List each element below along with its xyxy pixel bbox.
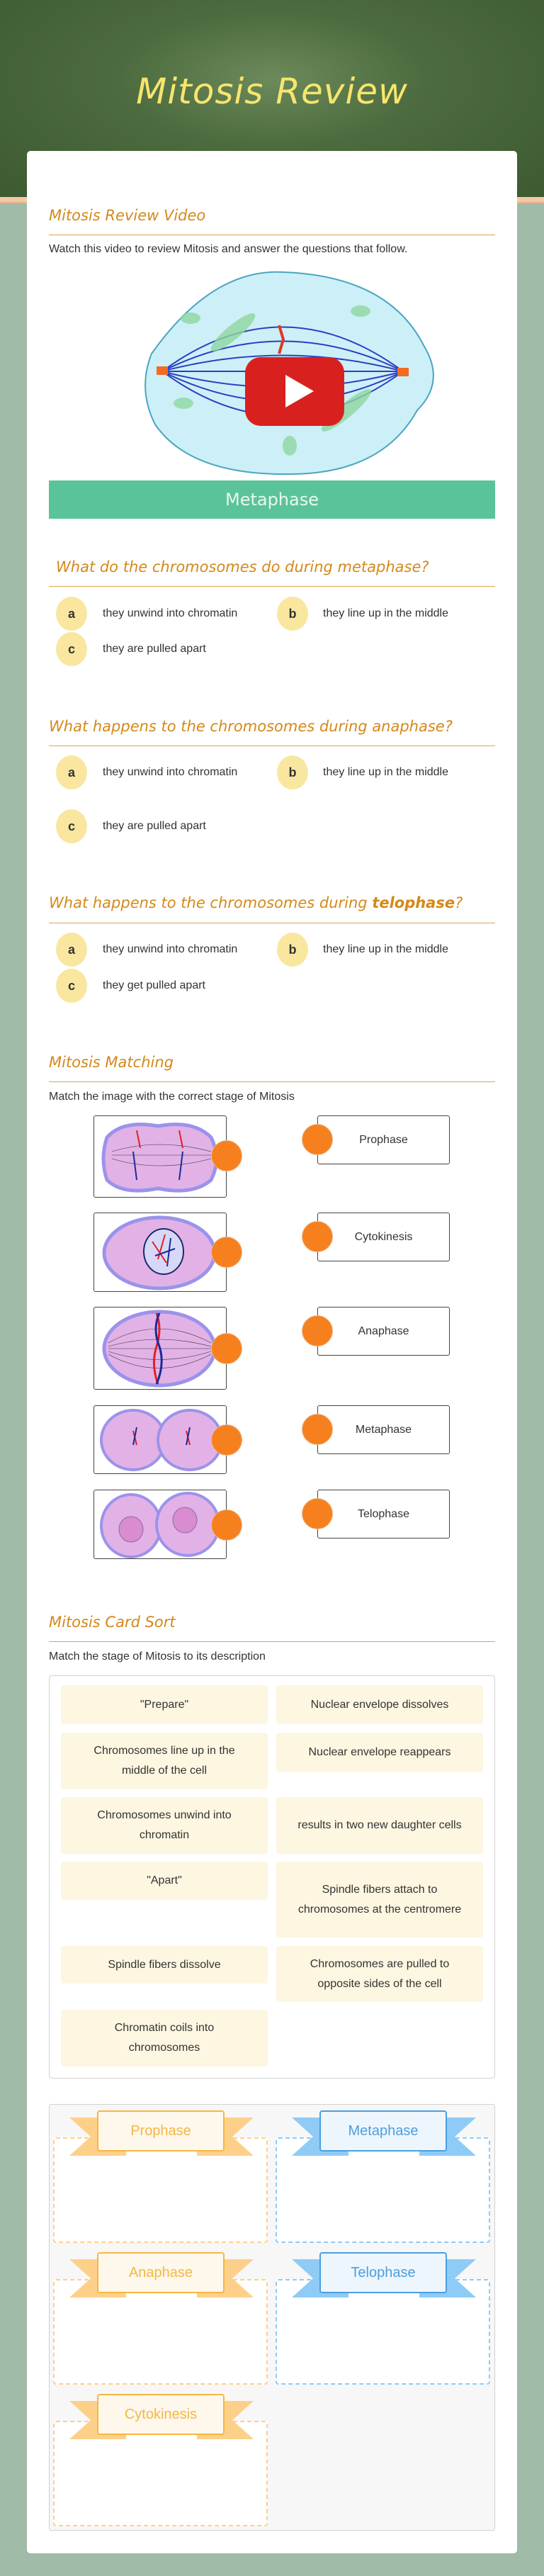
category-ribbon	[292, 2110, 476, 2156]
category-ribbon	[69, 2252, 254, 2297]
q2-option-a-button[interactable]: a	[56, 755, 87, 789]
q3-option-b-button[interactable]: b	[277, 933, 308, 967]
match-connector-dot-left[interactable]	[211, 1333, 242, 1364]
q2-option-b-text[interactable]: they line up in the middle	[323, 766, 448, 778]
q3-option-c-text[interactable]: they get pulled apart	[103, 979, 205, 991]
question-1-title: What do the chromosomes do during metaphase?	[56, 558, 429, 575]
video-caption-bar: Metaphase	[49, 480, 495, 519]
sort-card[interactable]: Spindle fibers attach to chromosomes at the centromere	[276, 1862, 483, 1937]
category-label: Cytokinesis	[97, 2394, 225, 2435]
video-player[interactable]	[49, 269, 495, 519]
sort-card[interactable]: Chromatin coils into chromosomes	[61, 2010, 268, 2066]
match-connector-dot-left[interactable]	[211, 1237, 242, 1268]
q3-option-b-text[interactable]: they line up in the middle	[323, 943, 448, 955]
title-text: ?	[455, 894, 463, 911]
match-connector-dot-right[interactable]	[302, 1414, 333, 1445]
q1-option-b-text[interactable]: they line up in the middle	[323, 607, 448, 619]
q3-option-a-text[interactable]: they unwind into chromatin	[103, 943, 238, 955]
sort-card[interactable]: Nuclear envelope dissolves	[276, 1685, 483, 1724]
q3-option-a-button[interactable]: a	[56, 933, 87, 967]
page-title: Mitosis Review	[136, 71, 408, 112]
q1-option-b-button[interactable]: b	[277, 597, 308, 631]
match-stage-metaphase[interactable]: Metaphase	[317, 1405, 450, 1454]
match-image-prophase-cell[interactable]	[94, 1213, 227, 1292]
question-3-title	[49, 894, 463, 911]
match-image-telophase-cell[interactable]	[94, 1405, 227, 1474]
match-stage-prophase[interactable]: Prophase	[317, 1115, 450, 1164]
match-connector-dot-right[interactable]	[302, 1221, 333, 1252]
sort-card[interactable]: "Apart"	[61, 1862, 268, 1900]
q3-option-c-button[interactable]: c	[56, 969, 87, 1003]
section-title-card-sort: Mitosis Card Sort	[49, 1614, 176, 1631]
match-connector-dot-left[interactable]	[211, 1509, 242, 1541]
match-connector-dot-left[interactable]	[211, 1140, 242, 1171]
match-stage-telophase[interactable]: Telophase	[317, 1490, 450, 1539]
match-connector-dot-right[interactable]	[302, 1315, 333, 1346]
category-label: Anaphase	[97, 2252, 225, 2293]
match-image-metaphase-cell[interactable]	[94, 1307, 227, 1390]
section-title-matching: Mitosis Matching	[49, 1054, 174, 1071]
match-connector-dot-left[interactable]	[211, 1424, 242, 1456]
card-sort-instructions: Match the stage of Mitosis to its description	[49, 1650, 266, 1663]
video-instructions: Watch this video to review Mitosis and answer the questions that follow.	[49, 243, 408, 255]
match-connector-dot-right[interactable]	[302, 1498, 333, 1529]
sort-card[interactable]: results in two new daughter cells	[276, 1797, 483, 1854]
section-title-video: Mitosis Review Video	[49, 207, 206, 224]
match-connector-dot-right[interactable]	[302, 1124, 333, 1155]
sort-card[interactable]: Chromosomes are pulled to opposite sides of the cell	[276, 1946, 483, 2002]
category-ribbon	[69, 2394, 254, 2439]
q1-option-c-text[interactable]: they are pulled apart	[103, 643, 206, 655]
title-bold: telophase	[372, 894, 455, 911]
match-stage-cytokinesis[interactable]: Cytokinesis	[317, 1213, 450, 1261]
match-stage-anaphase[interactable]: Anaphase	[317, 1307, 450, 1356]
q2-option-c-button[interactable]: c	[56, 809, 87, 843]
category-label: Telophase	[319, 2252, 447, 2293]
divider	[49, 1641, 495, 1642]
divider	[49, 586, 495, 587]
match-image-anaphase-cell[interactable]	[94, 1115, 227, 1198]
q2-option-c-text[interactable]: they are pulled apart	[103, 820, 206, 832]
video-thumbnail	[49, 269, 495, 481]
category-ribbon	[69, 2110, 254, 2156]
q2-option-b-button[interactable]: b	[277, 755, 308, 789]
divider	[49, 1081, 495, 1082]
category-label: Metaphase	[319, 2110, 447, 2152]
category-label: Prophase	[97, 2110, 225, 2152]
title-text: What happens to the chromosomes during	[49, 894, 373, 911]
match-image-cytokinesis-cell[interactable]	[94, 1490, 227, 1559]
play-button-icon	[245, 357, 344, 426]
q1-option-a-text[interactable]: they unwind into chromatin	[103, 607, 238, 619]
category-ribbon	[292, 2252, 476, 2297]
sort-card[interactable]: Chromosomes unwind into chromatin	[61, 1797, 268, 1854]
q1-option-c-button[interactable]: c	[56, 632, 87, 666]
sort-card[interactable]: Spindle fibers dissolve	[61, 1946, 268, 1984]
question-2-title: What happens to the chromosomes during anaphase?	[49, 718, 453, 735]
q1-option-a-button[interactable]: a	[56, 597, 87, 631]
q2-option-a-text[interactable]: they unwind into chromatin	[103, 766, 238, 778]
matching-instructions: Match the image with the correct stage of Mitosis	[49, 1091, 295, 1103]
sort-card[interactable]: Nuclear envelope reappears	[276, 1733, 483, 1772]
sort-card[interactable]: "Prepare"	[61, 1685, 268, 1724]
sort-card[interactable]: Chromosomes line up in the middle of the cell	[61, 1733, 268, 1789]
